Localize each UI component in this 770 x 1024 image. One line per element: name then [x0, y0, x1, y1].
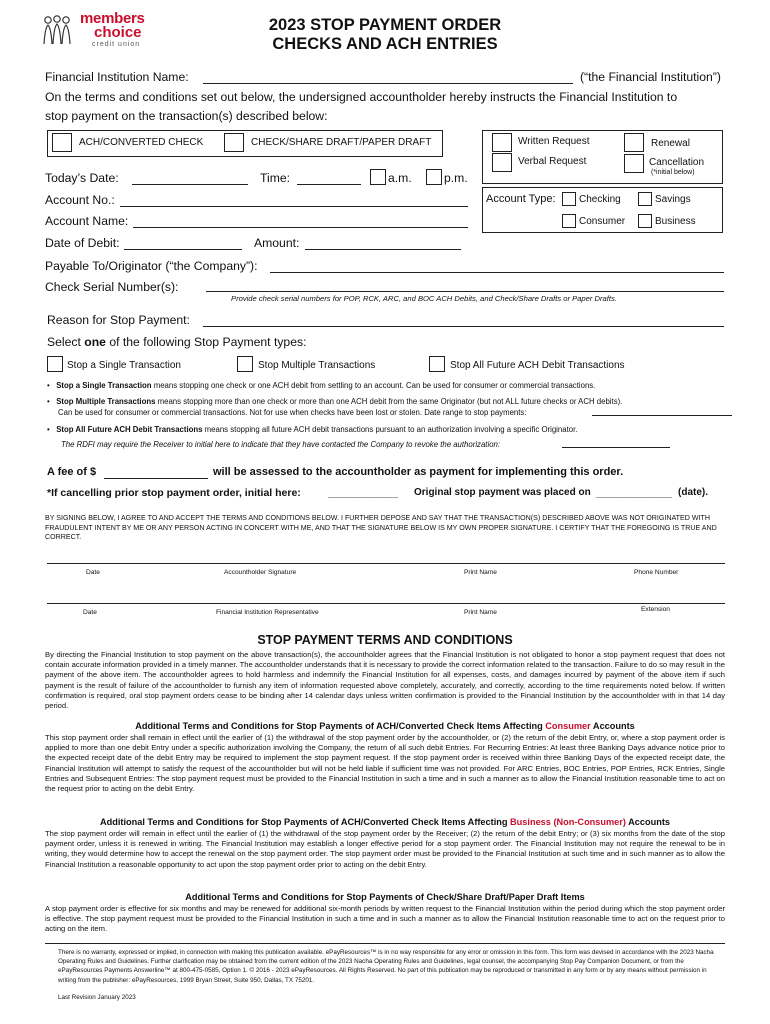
am-label: a.m.	[388, 171, 412, 185]
time-field[interactable]	[297, 173, 361, 185]
logo-text-choice: choice	[94, 24, 142, 41]
logo-text-members: members	[80, 10, 145, 27]
terms-paragraph-2: This stop payment order shall remain in effect until the earlier of (1) the withdrawal of the stop payment order by the accountholder, or (2) the return of the debit Entry, or, where a stop payment order is applied to more than one debit Entry under a specific authorization involving the Company, the return of all such debit Entries. For Recurring Entries: At least three Banking Days advance notice prior to the expected receipt date of the debit Entry may be required to implement the stop payment request. If the stop payment order is received within three Banking Days of the expected receipt date, the Financial Institution will attempt to satisfy the request of the accountholder but will not be held liable if sufficient time was not provided. For ARC Entries, BOC Entries, POP Entries, RCK Entries, Single Entries and Subsequent Entries: The stop payment request must be provided to the Financial Institution in such a time and in such a manner as to allow the Financial Institution reasonable time to act on the request prior to acting on the debit Entry.	[45, 733, 725, 794]
check-checkbox[interactable]	[224, 133, 244, 152]
account-no-field[interactable]	[120, 195, 468, 207]
checking-checkbox[interactable]	[562, 192, 576, 206]
intro-line2: stop payment on the transaction(s) described below:	[45, 109, 328, 123]
consumer-heading-pre: Additional Terms and Conditions for Stop Payments of ACH/Converted Check Items Affecting	[135, 721, 546, 731]
savings-label: Savings	[655, 194, 691, 205]
ach-label: ACH/CONVERTED CHECK	[79, 137, 204, 148]
terms-check-heading: Additional Terms and Conditions for Stop Payments of Check/Share Draft/Paper Draft Items	[185, 892, 585, 902]
bullet-single-title: Stop a Single Transaction	[56, 381, 152, 390]
bullet-single: • Stop a Single Transaction means stopping one check or one ACH debit from settling to an account. Can be used for consumer or commercial transactions.	[47, 381, 596, 390]
check-serial-label: Check Serial Number(s):	[45, 280, 179, 294]
business-heading-red: Business (Non-Consumer)	[510, 817, 626, 827]
bullet-multiple: • Stop Multiple Transactions means stopping more than one check or more than one ACH debit from the same Originator (but not ALL future checks or ACH debits).	[47, 397, 623, 406]
consumer-heading-red: Consumer	[545, 721, 591, 731]
form-title	[0, 16, 770, 54]
bullet-multiple-title: Stop Multiple Transactions	[56, 397, 156, 406]
payable-label: Payable To/Originator (“the Company”):	[45, 259, 258, 273]
pm-label: p.m.	[444, 171, 468, 185]
fi-name-suffix: (“the Financial Institution”)	[580, 70, 721, 84]
verbal-request-label: Verbal Request	[518, 156, 587, 167]
reason-field[interactable]	[203, 315, 724, 327]
pm-checkbox[interactable]	[426, 169, 442, 185]
check-serial-field[interactable]	[206, 280, 724, 292]
today-date-label: Today’s Date:	[45, 171, 119, 185]
bullet-future-line2: The RDFI may require the Receiver to initial here to indicate that they have contacted the Company to revoke the authorization:	[61, 440, 501, 449]
terms-heading: STOP PAYMENT TERMS AND CONDITIONS	[257, 633, 513, 647]
amount-field[interactable]	[305, 238, 461, 250]
payable-field[interactable]	[270, 261, 724, 273]
account-no-label: Account No.:	[45, 193, 115, 207]
select-post: of the following Stop Payment types:	[105, 335, 307, 349]
am-checkbox[interactable]	[370, 169, 386, 185]
date-suffix: (date).	[678, 487, 708, 498]
original-date-field[interactable]: _____________	[596, 487, 672, 499]
account-name-label: Account Name:	[45, 214, 129, 228]
sig1-print-name: Print Name	[464, 569, 497, 576]
consumer-checkbox[interactable]	[562, 214, 576, 228]
fee-label: A fee of $	[47, 466, 97, 478]
fee-text: will be assessed to the accountholder as payment for implementing this order.	[213, 466, 624, 478]
consumer-label: Consumer	[579, 216, 626, 227]
sig2-extension: Extension	[641, 606, 670, 613]
bullet-single-text: means stopping one check or one ACH debit from settling to an account. Can be used for consumer or commercial transactions.	[151, 381, 596, 390]
terms-paragraph-3: The stop payment order will remain in effect until the earlier of (1) the withdrawal of the stop payment order by the Receiver; (2) the return of the debit Entry; or (3) six months from the date of the stop payment order, unless it is renewed in writing. The Financial Institution may establish a longer effective period for a stop payment order. The Financial Institution may not require the renewal to be in writing, they would determine how to accept the renewal on the stop payment order. The stop payment order must be provided to the Financial Institution at such time and in such manner as to allow the Financial Institution a reasonable opportunity to act upon the stop payment order prior to acting on the debit Entry.	[45, 829, 725, 869]
sig1-phone: Phone Number	[634, 569, 679, 576]
sig1-accountholder: Accountholder Signature	[224, 569, 297, 576]
time-label: Time:	[260, 171, 291, 185]
footer-divider	[45, 943, 725, 944]
cancel-initial-field[interactable]: ____________	[328, 487, 399, 499]
future-ach-label: Stop All Future ACH Debit Transactions	[450, 360, 625, 371]
date-range-field[interactable]	[592, 406, 732, 416]
footer-disclaimer: There is no warranty, expressed or implied, in connection with making this publication available. ePayResources™ is in no way responsible for any error or omission in this form. This form was devised in accordance with the 2023 Nacha Operating Rules and Guidelines. Further clarification may be obtained from the current edition of the 2023 Nacha Operating Rules and Guidelines, legal counsel, the accompanying Stop Pay Companion Document, or from the ePayResources Payments Answerline™ at 800-475-0585, Option 1. © 2016 - 2023 ePayResources. All Rights Reserved. No part of this publication may be reproduced or transmitted in any form or by any means without permission in writing from the publisher: ePayResources, 1999 Bryan Street, Suite 950, Dallas, TX 75201.	[58, 949, 714, 984]
verbal-request-checkbox[interactable]	[492, 153, 512, 172]
select-pre: Select	[47, 335, 85, 349]
intro-line1: On the terms and conditions set out below, the undersigned accountholder hereby instructs the Financial Institution to	[45, 90, 678, 104]
bullet-future-text: means stopping all future ACH debit transactions pursuant to an authorization involving a specific Originator.	[202, 425, 578, 434]
business-label: Business	[655, 216, 696, 227]
select-one: one	[84, 335, 106, 349]
bullet-multiple-text: means stopping more than one check or more than one ACH debit from the same Originator (but not ALL future checks or ACH debits).	[155, 397, 623, 406]
logo-text-credit-union: credit union	[92, 41, 141, 48]
certification-text: BY SIGNING BELOW, I AGREE TO AND ACCEPT THE TERMS AND CONDITIONS BELOW. I FURTHER DEPOSE AND SAY THAT THE TRANSACTION(S) DESCRIBED ABOVE WAS NOT ORIGINATED WITH FRAUDULENT INTENT BY ME OR ANY PERSON ACTING IN CONCERT WITH ME, AND THAT THE SIGNATURE BELOW IS MY OWN PROPER SIGNATURE. I CERTIFY THAT THE FOREGOING IS TRUE AND CORRECT.	[45, 514, 717, 542]
cancel-initial-label: *If cancelling prior stop payment order, initial here:	[47, 487, 301, 499]
fee-field[interactable]	[104, 467, 208, 479]
checking-label: Checking	[579, 194, 621, 205]
terms-business-heading	[0, 817, 770, 827]
date-debit-label: Date of Debit:	[45, 236, 120, 250]
single-transaction-label: Stop a Single Transaction	[67, 360, 181, 371]
last-revision: Last Revision January 2023	[58, 994, 136, 1001]
fi-name-label: Financial Institution Name:	[45, 70, 189, 84]
terms-paragraph-1: By directing the Financial Institution to stop payment on the above transaction(s), the accountholder agrees that the Financial Institution is not obligated to honor a stop payment request that does not contain accurate information provided in a timely manner. The accountholder understands that it is necessary to provide the correct information related to the transaction. Failure to do so may result in the payment of the above item. The accountholder agrees to hold harmless and indemnify the Financial Institution for all expenses, costs, and damages incurred by payment of the above item if such payment is the result of failure of the accountholder to furnish any item of information requested above completely, accurately, and correctly, according to the time requirements noted below. If written confirmation is required, oral stop payment orders cease to be binding after 14 calendar days unless written confirmation is provided to the Financial Institution by the accountholder with in that 14 day period.	[45, 650, 725, 711]
initial-revoke-field[interactable]	[562, 438, 670, 448]
sig2-date: Date	[83, 609, 97, 616]
today-date-field[interactable]	[132, 173, 248, 185]
bullet-future-title: Stop All Future ACH Debit Transactions	[56, 425, 203, 434]
date-debit-field[interactable]	[124, 238, 242, 250]
check-serial-note: Provide check serial numbers for POP, RCK, ARC, and BOC ACH Debits, and Check/Share Drafts or Paper Drafts.	[231, 294, 617, 303]
single-transaction-checkbox[interactable]	[47, 356, 63, 372]
signature-line-2	[47, 603, 725, 604]
signature-line-1	[47, 563, 725, 564]
consumer-heading-post: Accounts	[590, 721, 635, 731]
reason-label: Reason for Stop Payment:	[47, 313, 190, 327]
account-name-field[interactable]	[133, 216, 468, 228]
ach-checkbox[interactable]	[52, 133, 72, 152]
check-label: CHECK/SHARE DRAFT/PAPER DRAFT	[251, 137, 432, 148]
renewal-checkbox[interactable]	[624, 133, 644, 152]
written-request-checkbox[interactable]	[492, 133, 512, 152]
savings-checkbox[interactable]	[638, 192, 652, 206]
form-title-line2: CHECKS AND ACH ENTRIES	[272, 35, 498, 53]
bullet-multiple-line2: Can be used for consumer or commercial transactions. Not for use when checks have been lost or stolen. Date range to stop payments:	[58, 408, 527, 417]
fi-name-field[interactable]	[203, 72, 573, 84]
future-ach-checkbox[interactable]	[429, 356, 445, 372]
business-heading-post: Accounts	[625, 817, 671, 827]
multiple-transactions-checkbox[interactable]	[237, 356, 253, 372]
multiple-transactions-label: Stop Multiple Transactions	[258, 360, 376, 371]
account-type-label: Account Type:	[486, 193, 556, 205]
renewal-label: Renewal	[651, 138, 690, 149]
business-checkbox[interactable]	[638, 214, 652, 228]
cancellation-checkbox[interactable]	[624, 154, 644, 173]
original-placed-label: Original stop payment was placed on	[414, 487, 591, 498]
initial-below-note: (*initial below)	[651, 169, 695, 176]
cancellation-label: Cancellation	[649, 157, 705, 168]
sig1-date: Date	[86, 569, 100, 576]
amount-label: Amount:	[254, 236, 300, 250]
form-title-line1: 2023 STOP PAYMENT ORDER	[268, 16, 502, 34]
sig2-print-name: Print Name	[464, 609, 497, 616]
terms-paragraph-4: A stop payment order is effective for six months and may be renewed for additional six-month periods by written request to the Financial Institution within the period during which the stop payment order is effective. The stop payment request must be provided to the Financial Institution in such a time and in such a manner as to allow the Financial Institution reasonable time to act on the request prior to acting on the item.	[45, 904, 725, 934]
select-type-instruction	[47, 335, 306, 349]
business-heading-pre: Additional Terms and Conditions for Stop Payments of ACH/Converted Check Items Affecting	[99, 817, 511, 827]
written-request-label: Written Request	[518, 136, 590, 147]
terms-consumer-heading	[0, 721, 770, 731]
fi-name-row	[45, 70, 189, 84]
sig2-representative: Financial Institution Representative	[216, 609, 319, 616]
bullet-future: • Stop All Future ACH Debit Transactions means stopping all future ACH debit transactions pursuant to an authorization involving a specific Originator.	[47, 425, 578, 434]
